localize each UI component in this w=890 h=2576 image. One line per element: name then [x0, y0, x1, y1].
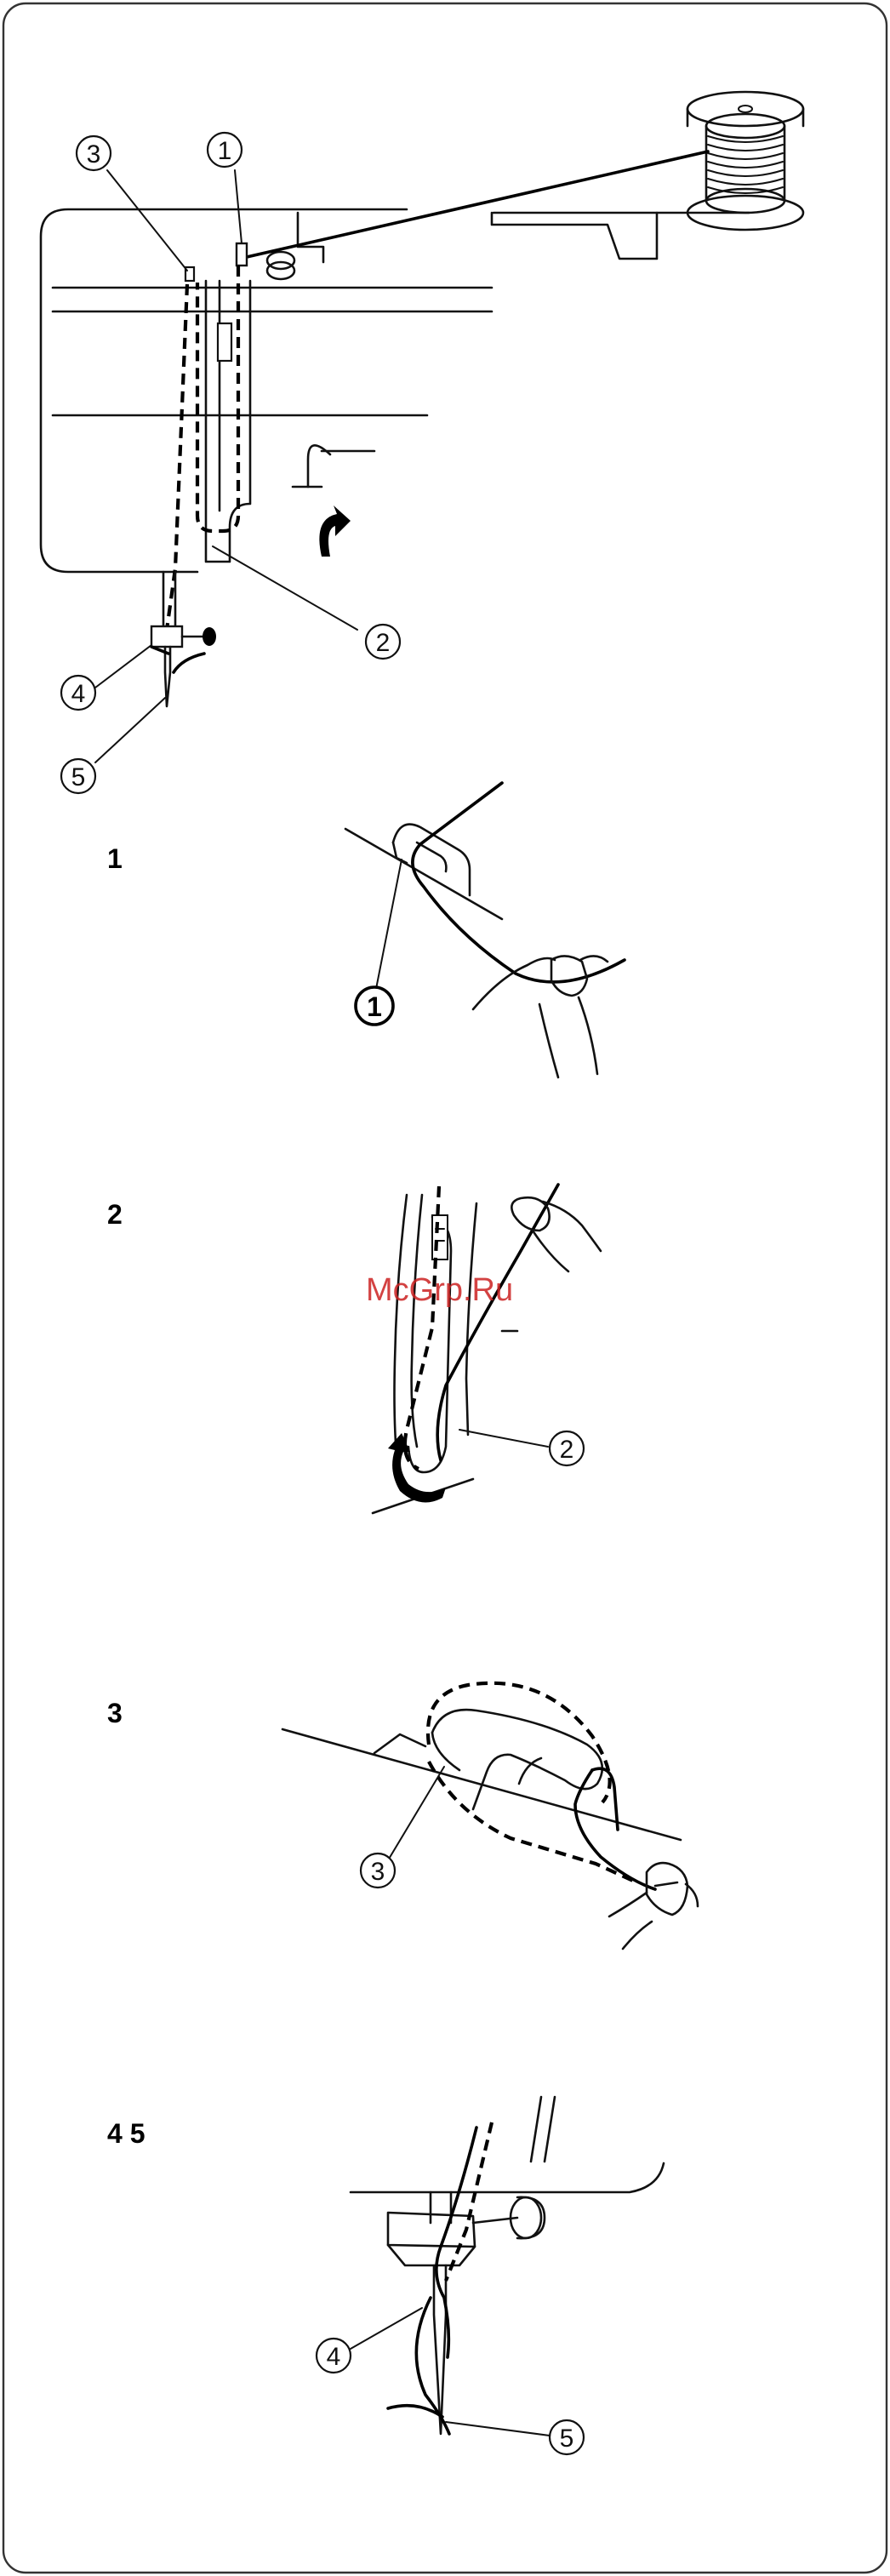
callout-3-label: 3 — [86, 140, 101, 168]
callout-2-step — [550, 1431, 584, 1465]
callout-1-step — [356, 987, 393, 1025]
step-2-label: 2 — [107, 1199, 123, 1230]
callout-1-step-label: 1 — [367, 991, 382, 1022]
callout-3-top — [77, 136, 111, 170]
step-4-5-illustration — [351, 2097, 664, 2436]
callout-4-step-label: 4 — [326, 2343, 341, 2371]
callout-5-step-label: 5 — [559, 2425, 574, 2453]
callout-5-top — [61, 759, 95, 793]
step-1-illustration — [345, 783, 625, 1077]
callout-4-step — [317, 2339, 351, 2373]
callout-4-top — [61, 676, 95, 710]
step-1-label: 1 — [107, 843, 123, 874]
callout-2-step-label: 2 — [559, 1436, 574, 1464]
callout-5-step — [550, 2420, 584, 2454]
step-4-5-label: 4 5 — [107, 2118, 145, 2149]
callout-1-top — [208, 133, 242, 167]
callout-2-top — [366, 625, 400, 659]
callout-4-label: 4 — [71, 680, 86, 708]
step-3-illustration — [282, 1683, 698, 1949]
watermark: McGrp.Ru — [366, 1272, 514, 1308]
callout-1-label: 1 — [217, 137, 232, 165]
callout-2-label: 2 — [375, 629, 391, 657]
machine-overview — [41, 92, 803, 763]
thread-spool — [687, 92, 803, 230]
callout-5-label: 5 — [71, 763, 86, 791]
callout-3-step — [361, 1853, 395, 1888]
callout-3-step-label: 3 — [370, 1858, 385, 1886]
step-3-label: 3 — [107, 1698, 123, 1728]
